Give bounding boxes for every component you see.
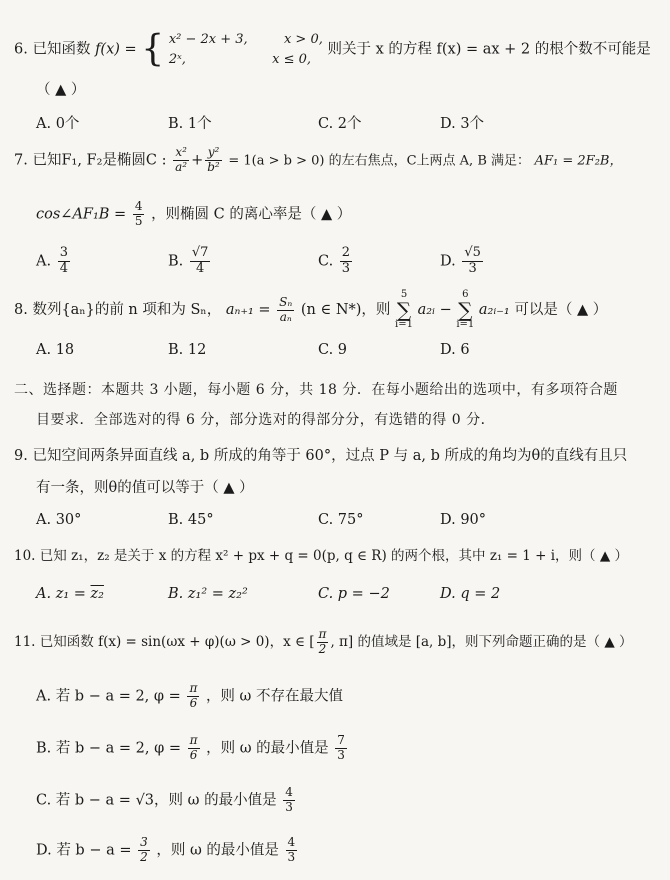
q7-frac-x xyxy=(173,146,189,175)
q7-y2: y² xyxy=(205,146,222,161)
q10-option-a xyxy=(36,586,104,602)
q11-option-b-b: ，则 ω 的最小值是 xyxy=(206,740,329,757)
q11-option-d-vnum: 4 xyxy=(287,835,296,849)
q11-frac-den: 2 xyxy=(318,641,327,656)
q6-number: 6. xyxy=(14,41,28,58)
q7-option-b-label: B. xyxy=(168,253,184,270)
q11-line1-b: , π] 的值域是 [a, b]，则下列命题正确的是（ ▲ ） xyxy=(330,633,633,650)
q11-line1-a: 已知函数 f(x) = sin(ωx + φ)(ω > 0)，x ∈ [ xyxy=(39,633,315,650)
q6-case1-expr: x² − 2x + 3, xyxy=(168,32,248,47)
q9-line1: 已知空间两条异面直线 a, b 所成的角等于 60°，过点 P 与 a, b 所成的角均为θ的直线有且只 xyxy=(32,448,628,464)
q11-frac xyxy=(317,628,329,657)
q10-option-a-conj: z₂ xyxy=(90,586,104,602)
q7-option-c xyxy=(318,246,354,277)
q10-option-a-pre: A. z₁ = xyxy=(36,586,91,602)
q11-option-b-vden: 3 xyxy=(337,747,345,762)
q7-option-c-frac xyxy=(340,246,352,277)
q11-option-a-den: 6 xyxy=(189,695,198,710)
q8-option-b: B. 12 xyxy=(168,342,207,358)
q7-option-d xyxy=(440,246,485,277)
q7-option-a-frac xyxy=(58,246,70,277)
q8-option-a: A. 18 xyxy=(36,342,75,358)
q11-option-d-den: 2 xyxy=(140,849,148,864)
q7-option-c-den: 3 xyxy=(341,260,351,276)
q6-option-d: D. 3个 xyxy=(440,116,485,132)
section2-heading-cont: 目要求．全部选对的得 6 分，部分选对的得部分分，有选错的得 0 分． xyxy=(36,412,496,428)
q8-sum2: 6 ∑ i=1 xyxy=(456,289,475,330)
q11-option-d-a: D. 若 b − a = xyxy=(36,842,132,859)
q11-option-d-value xyxy=(286,836,298,865)
q7-option-d-label: D. xyxy=(440,253,456,270)
q11-option-a-frac xyxy=(187,682,199,711)
q7-number: 7. xyxy=(14,152,28,169)
q8-option-c: C. 9 xyxy=(318,342,348,358)
q7-option-b-den: 4 xyxy=(196,260,205,276)
q6-text-b: 则关于 x 的方程 f(x) = ax + 2 的根个数不可能是 xyxy=(327,41,651,58)
q7-option-d-frac xyxy=(462,246,483,277)
q6-stem xyxy=(14,30,651,69)
q11-option-c-value xyxy=(283,786,295,815)
q6-case1-cond: x > 0, xyxy=(283,32,323,47)
q11-option-a-num: π xyxy=(189,681,198,695)
q8-sum2-top: 6 xyxy=(462,289,469,300)
q10-option-b: B. z₁² = z₂² xyxy=(168,586,248,602)
q7-x2: x² xyxy=(173,146,189,161)
q7-option-d-num: √5 xyxy=(464,245,481,260)
q8-number: 8. xyxy=(14,302,28,318)
q11-option-b-vnum: 7 xyxy=(337,733,345,747)
q11-option-b-frac xyxy=(188,734,200,763)
q8-text-b: (n ∈ N*)，则 xyxy=(300,302,391,318)
q9-option-b: B. 45° xyxy=(168,512,214,528)
q8-sum1: 5 ∑ i=1 xyxy=(395,289,413,330)
q7-option-c-num: 2 xyxy=(341,245,351,260)
q11-option-a-a: A. 若 b − a = 2, φ = xyxy=(36,688,181,705)
q11-option-c-vden: 3 xyxy=(285,799,293,814)
q11-option-c-vnum: 4 xyxy=(285,785,293,799)
q7-frac-y xyxy=(205,146,222,175)
q11-option-d-num: 3 xyxy=(140,835,148,849)
q7-line2-a: cos∠AF₁B = xyxy=(36,206,127,223)
q11-option-b-num: π xyxy=(189,733,198,747)
q8-sum1-top: 5 xyxy=(400,289,408,300)
q10-option-d: D. q = 2 xyxy=(440,586,501,602)
q7-cos-frac xyxy=(133,200,145,229)
q8-option-d: D. 6 xyxy=(440,342,470,358)
q9-number: 9. xyxy=(14,448,28,464)
q11-option-b xyxy=(36,734,349,763)
q8-frac xyxy=(277,296,294,325)
q7-option-a-den: 4 xyxy=(59,260,68,276)
q8-frac-num: Sₙ xyxy=(279,294,293,309)
q6-brace: { xyxy=(141,28,165,70)
q11-option-c xyxy=(36,786,297,815)
q11-number: 11. xyxy=(14,633,36,650)
q7-vector-condition: AF₁ = 2F₂B， xyxy=(534,153,623,169)
section2-heading: 二、选择题：本题共 3 小题，每小题 6 分，共 18 分．在每小题给出的选项中，有多项符合题 xyxy=(14,382,618,398)
q7-option-b xyxy=(168,246,212,277)
q8-sum2-bot: i=1 xyxy=(456,319,475,330)
q11-frac-num: π xyxy=(318,627,327,641)
q7-option-a xyxy=(36,246,72,277)
q11-option-d-b: ，则 ω 的最小值是 xyxy=(156,842,279,859)
q7-option-b-num: √7 xyxy=(191,245,209,260)
q11-stem xyxy=(14,628,633,657)
q7-line2-b: ，则椭圆 C 的离心率是（ ▲ ） xyxy=(151,206,352,223)
q7-a2: a² xyxy=(175,159,188,174)
q6-option-c: C. 2个 xyxy=(318,116,362,132)
q7-option-d-den: 3 xyxy=(468,260,477,276)
q7-option-a-num: 3 xyxy=(59,245,68,260)
q10-stem xyxy=(14,548,628,564)
q7-option-b-frac xyxy=(190,246,211,277)
q7-line1-b: = 1(a > b > 0) 的左右焦点，C上两点 A, B 满足： xyxy=(228,153,531,169)
q9-stem-line1 xyxy=(14,448,627,465)
q8-term1: a₂ᵢ − xyxy=(417,302,452,318)
q7-option-a-label: A. xyxy=(36,253,52,270)
q8-sum1-bot: i=1 xyxy=(395,319,413,330)
q7-line1-a: 已知F₁, F₂是椭圆C : xyxy=(32,152,167,169)
q9-option-c: C. 75° xyxy=(318,512,364,528)
q10-number: 10. xyxy=(14,548,36,564)
q7-cos-den: 5 xyxy=(134,213,143,228)
q11-option-d xyxy=(36,836,299,865)
q11-option-a-b: ，则 ω 不存在最大值 xyxy=(205,688,343,705)
q9-stem-line2: 有一条，则θ的值可以等于（ ▲ ） xyxy=(36,480,254,496)
q11-option-b-den: 6 xyxy=(189,747,198,762)
q8-an1: aₙ₊₁ = xyxy=(225,302,271,318)
q7-stem-line2 xyxy=(36,200,351,229)
q7-stem-line1: 7. 已知F₁, F₂是椭圆C : $\frac{\text{x²}}{\text{a²}}$ + $\frac{\text{y²}}{\text{b²}}$ = 1(a > b > 0) 的左右焦点，C上两点 A, B 满足： AF₁ = 2F₂B， xyxy=(14,145,623,174)
q6-option-a: A. 0个 xyxy=(36,116,80,132)
q9-option-a: A. 30° xyxy=(36,512,82,528)
q6-case2-expr: 2ˣ, xyxy=(168,51,186,67)
q6-option-b: B. 1个 xyxy=(168,116,212,132)
q11-option-c-a: C. 若 b − a = √3，则 ω 的最小值是 xyxy=(36,792,277,809)
q6-text-a: 已知函数 xyxy=(32,41,91,58)
q11-option-a xyxy=(36,682,343,711)
q10-line1: 已知 z₁，z₂ 是关于 x 的方程 x² + px + q = 0(p, q ∈ R) 的两个根，其中 z₁ = 1 + i，则（ ▲ ） xyxy=(39,548,628,564)
q6-piecewise xyxy=(169,30,323,69)
q11-option-d-vden: 3 xyxy=(287,849,296,864)
q7-cos-num: 4 xyxy=(134,199,143,213)
q6-fx: f(x) = xyxy=(95,41,137,58)
q8-term2: a₂ᵢ₋₁ xyxy=(478,302,510,318)
q9-option-d: D. 90° xyxy=(440,512,487,528)
q11-option-b-a: B. 若 b − a = 2, φ = xyxy=(36,740,181,757)
q6-answer-paren: （ ▲ ） xyxy=(36,82,86,98)
q11-option-d-frac xyxy=(138,836,150,865)
q10-option-c: C. p = −2 xyxy=(318,586,390,602)
q8-text-c: 可以是（ ▲ ） xyxy=(514,302,608,318)
q7-b2: b² xyxy=(207,159,220,174)
q6-case2-cond: x ≤ 0, xyxy=(272,51,312,67)
q8-frac-den: aₙ xyxy=(279,309,292,324)
q8-text-a: 数列{aₙ}的前 n 项和为 Sₙ， xyxy=(32,302,222,318)
q7-option-c-label: C. xyxy=(318,253,334,270)
q8-stem xyxy=(14,290,607,330)
q11-option-b-value xyxy=(335,734,347,763)
